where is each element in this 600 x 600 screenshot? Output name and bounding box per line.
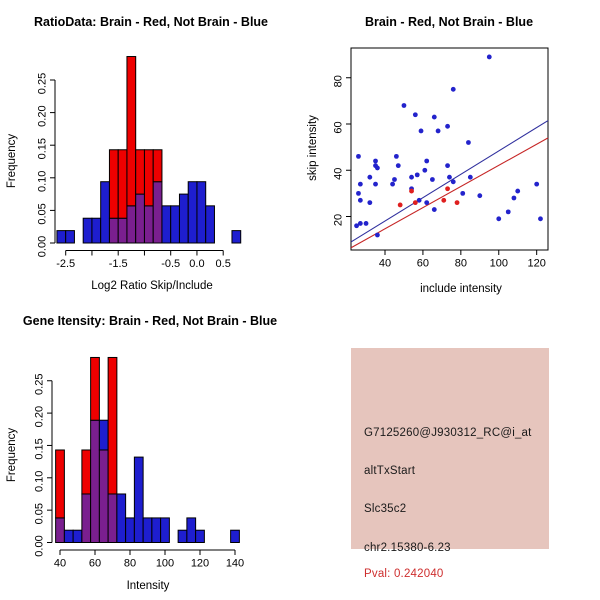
- panel-intensity-scatter: [300, 0, 600, 300]
- gene-histogram-xlabel: Intensity: [126, 580, 170, 592]
- gene-symbol-text: Slc35c2: [364, 503, 407, 515]
- svg-text:0.20: 0.20: [33, 405, 46, 428]
- svg-text:0.25: 0.25: [33, 373, 46, 395]
- svg-text:-1.5: -1.5: [108, 258, 128, 270]
- panel-ratio-histogram: [0, 0, 300, 300]
- scatter-xlabel: include intensity: [420, 283, 502, 295]
- svg-text:-0.5: -0.5: [161, 258, 181, 270]
- svg-text:20: 20: [332, 213, 345, 227]
- plot-frame: [351, 48, 548, 250]
- svg-text:140: 140: [225, 557, 245, 570]
- svg-text:0.00: 0.00: [36, 235, 49, 258]
- svg-text:0.10: 0.10: [36, 170, 49, 193]
- svg-text:100: 100: [489, 257, 508, 270]
- svg-text:0.20: 0.20: [36, 105, 49, 127]
- panel-gene-intensity-histogram: [0, 300, 300, 600]
- gene-histogram-ylabel: Frequency: [6, 427, 18, 483]
- svg-text:0.15: 0.15: [36, 137, 49, 160]
- x-axis: [385, 250, 537, 255]
- svg-text:0.15: 0.15: [33, 438, 46, 460]
- locus-text: chr2.15380-6.23: [364, 542, 451, 554]
- svg-text:40: 40: [332, 167, 345, 180]
- svg-text:0.00: 0.00: [33, 535, 46, 557]
- svg-text:0.05: 0.05: [33, 502, 46, 525]
- svg-text:0.0: 0.0: [189, 258, 205, 270]
- svg-text:120: 120: [190, 557, 210, 570]
- fit-lines: [351, 121, 548, 248]
- svg-text:0.05: 0.05: [36, 203, 49, 225]
- x-axis: [60, 550, 235, 555]
- bars: [57, 57, 241, 243]
- svg-text:40: 40: [378, 257, 392, 270]
- y-axis: [346, 78, 351, 217]
- svg-text:0.25: 0.25: [36, 72, 49, 95]
- ratio-histogram-plot: [0, 0, 300, 300]
- svg-text:80: 80: [123, 557, 137, 570]
- probe-id-text: G7125260@J930312_RC@i_at: [364, 427, 532, 439]
- scatter-title: Brain - Red, Not Brain - Blue: [364, 15, 534, 29]
- x-axis: [66, 251, 224, 256]
- panel-info-box: [300, 300, 600, 600]
- svg-text:60: 60: [416, 257, 430, 270]
- ratio-histogram-ylabel: Frequency: [6, 133, 18, 189]
- y-axis: [47, 381, 52, 543]
- probe-info-box: [351, 348, 549, 580]
- svg-text:80: 80: [332, 75, 345, 88]
- svg-text:100: 100: [155, 557, 175, 570]
- svg-text:40: 40: [53, 557, 67, 570]
- gene-histogram-plot: [0, 300, 300, 600]
- event-type-text: altTxStart: [364, 465, 416, 477]
- fit-not-brain: [351, 121, 548, 242]
- scatter-ylabel: skip intensity: [307, 115, 319, 181]
- ratio-histogram-xlabel: Log2 Ratio Skip/Include: [91, 280, 213, 292]
- bars: [56, 357, 240, 542]
- svg-text:80: 80: [454, 257, 467, 270]
- scatter-marks: [333, 48, 549, 270]
- svg-text:-2.5: -2.5: [56, 258, 76, 270]
- svg-text:60: 60: [88, 557, 102, 570]
- points-not-brain: [354, 55, 543, 238]
- gene-histogram-title: Gene Itensity: Brain - Red, Not Brain - Blue: [22, 314, 278, 328]
- pval-text: Pval: 0.242040: [364, 568, 444, 580]
- svg-text:0.5: 0.5: [215, 258, 231, 270]
- intensity-scatter-plot: [300, 0, 600, 300]
- y-axis: [50, 80, 55, 243]
- ratio-histogram-title: RatioData: Brain - Red, Not Brain - Blue: [33, 15, 269, 29]
- ratio-histogram-marks: [37, 57, 241, 270]
- svg-text:60: 60: [332, 121, 345, 134]
- svg-text:120: 120: [527, 257, 546, 270]
- svg-text:0.10: 0.10: [33, 470, 46, 493]
- gene-histogram-marks: [34, 357, 245, 569]
